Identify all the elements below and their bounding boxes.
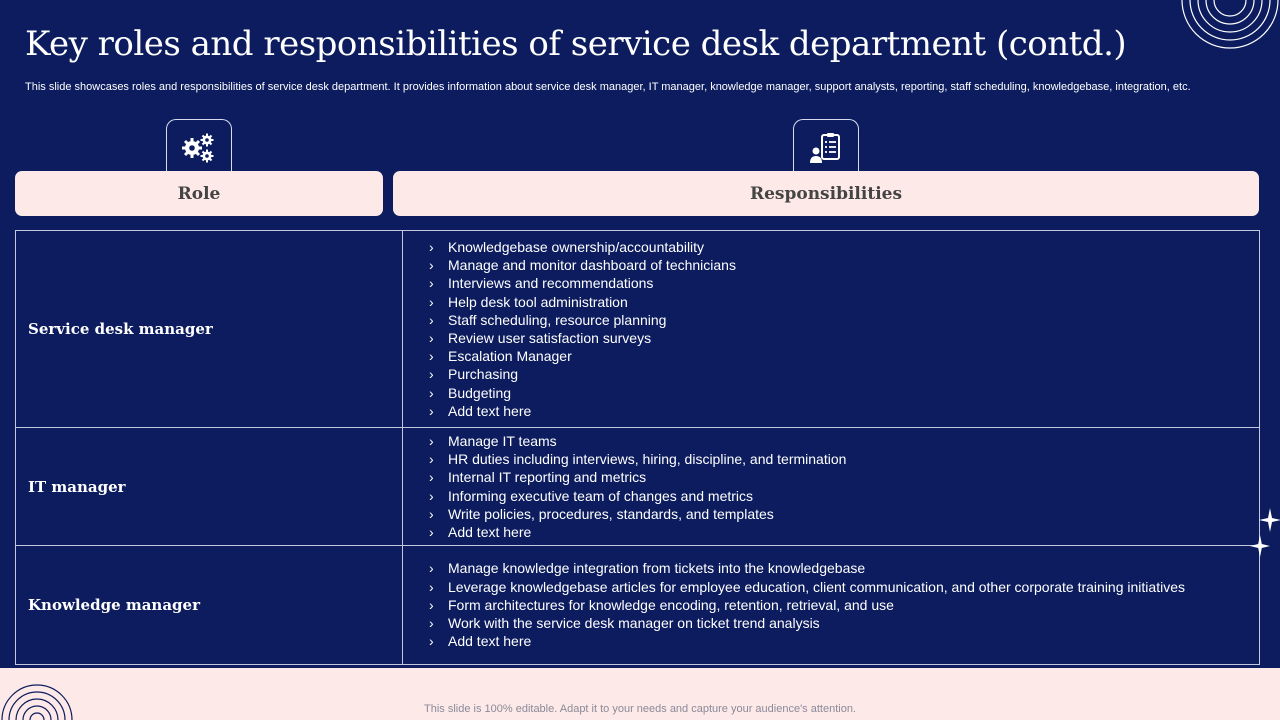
- list-item: [429, 365, 1259, 383]
- table-row: [16, 428, 1260, 546]
- list-item: [429, 450, 1259, 468]
- sparkle-icon: [1259, 508, 1280, 532]
- gears-icon: [166, 119, 232, 175]
- list-item-text: Leverage knowledgebase articles for employee education, client communication, and other corporate training initiatives: [448, 578, 1185, 595]
- list-item: [429, 505, 1259, 523]
- list-item: [429, 468, 1259, 486]
- list-item-text: Manage IT teams: [448, 432, 557, 449]
- chevron-right-icon: ›: [429, 384, 434, 401]
- roles-table: [15, 230, 1260, 665]
- responsibilities-cell: [403, 231, 1260, 428]
- list-item-text: Add text here: [448, 633, 532, 650]
- page-title: Key roles and responsibilities of service desk department (contd.): [25, 24, 1127, 64]
- list-item-text: Budgeting: [448, 384, 512, 401]
- chevron-right-icon: ›: [429, 257, 434, 274]
- chevron-right-icon: ›: [429, 275, 434, 292]
- list-item: [429, 256, 1259, 274]
- footer-text: This slide is 100% editable. Adapt it to your needs and capture your audience's attention.: [424, 703, 856, 715]
- list-item: [429, 238, 1259, 256]
- list-item: [429, 632, 1259, 650]
- list-item: [429, 384, 1259, 402]
- chevron-right-icon: ›: [429, 402, 434, 419]
- list-item-text: Staff scheduling, resource planning: [448, 311, 667, 328]
- chevron-right-icon: ›: [429, 633, 434, 650]
- role-cell: Knowledge manager: [16, 546, 403, 665]
- chevron-right-icon: ›: [429, 596, 434, 613]
- concentric-circles-decoration: [0, 682, 74, 720]
- list-item-text: Help desk tool administration: [448, 293, 628, 310]
- list-item-text: Knowledgebase ownership/accountability: [448, 238, 705, 255]
- concentric-circles-decoration: [1180, 0, 1280, 50]
- list-item: [429, 402, 1259, 420]
- list-item-text: Interviews and recommendations: [448, 275, 654, 292]
- list-item: [429, 523, 1259, 541]
- chevron-right-icon: ›: [429, 615, 434, 632]
- responsibility-list: [429, 432, 1259, 541]
- role-cell: IT manager: [16, 428, 403, 546]
- list-item: [429, 596, 1259, 614]
- chevron-right-icon: ›: [429, 505, 434, 522]
- responsibility-list: [429, 238, 1259, 420]
- list-item-text: Escalation Manager: [448, 348, 572, 365]
- chevron-right-icon: ›: [429, 523, 434, 540]
- role-cell: Service desk manager: [16, 231, 403, 428]
- role-header: Role: [15, 171, 383, 216]
- list-item-text: Internal IT reporting and metrics: [448, 469, 647, 486]
- chevron-right-icon: ›: [429, 432, 434, 449]
- list-item-text: Manage knowledge integration from tickets into the knowledgebase: [448, 560, 866, 577]
- list-item: [429, 311, 1259, 329]
- chevron-right-icon: ›: [429, 469, 434, 486]
- chevron-right-icon: ›: [429, 348, 434, 365]
- list-item-text: HR duties including interviews, hiring, discipline, and termination: [448, 451, 847, 468]
- table-row: [16, 546, 1260, 665]
- page-subtitle: This slide showcases roles and responsibilities of service desk department. It provides information about service desk manager, IT manager, knowledge manager, support analysts, reporting, staff scheduling, knowledgebase, integration, etc.: [25, 81, 1191, 93]
- responsibility-list: [429, 559, 1259, 650]
- list-item-text: Manage and monitor dashboard of technicians: [448, 257, 736, 274]
- list-item-text: Form architectures for knowledge encoding, retention, retrieval, and use: [448, 596, 894, 613]
- footer-band: [0, 668, 1280, 720]
- chevron-right-icon: ›: [429, 487, 434, 504]
- list-item-text: Write policies, procedures, standards, and templates: [448, 505, 774, 522]
- list-item: [429, 347, 1259, 365]
- chevron-right-icon: ›: [429, 560, 434, 577]
- list-item: [429, 559, 1259, 577]
- list-item: [429, 578, 1259, 596]
- table-row: [16, 231, 1260, 428]
- list-item-text: Add text here: [448, 523, 532, 540]
- responsibilities-cell: [403, 428, 1260, 546]
- chevron-right-icon: ›: [429, 578, 434, 595]
- chevron-right-icon: ›: [429, 451, 434, 468]
- list-item-text: Review user satisfaction surveys: [448, 330, 652, 346]
- chevron-right-icon: ›: [429, 293, 434, 310]
- chevron-right-icon: ›: [429, 238, 434, 255]
- list-item: [429, 329, 1259, 347]
- sparkle-icon: [1250, 535, 1270, 557]
- chevron-right-icon: ›: [429, 366, 434, 383]
- chevron-right-icon: ›: [429, 311, 434, 328]
- list-item: [429, 614, 1259, 632]
- responsibilities-header: Responsibilities: [393, 171, 1259, 216]
- chevron-right-icon: ›: [429, 330, 434, 346]
- responsibilities-cell: [403, 546, 1260, 665]
- list-item: [429, 487, 1259, 505]
- list-item-text: Purchasing: [448, 366, 519, 383]
- list-item: [429, 293, 1259, 311]
- list-item-text: Informing executive team of changes and metrics: [448, 487, 754, 504]
- list-item: [429, 274, 1259, 292]
- checklist-person-icon: [793, 119, 859, 175]
- list-item-text: Add text here: [448, 402, 532, 419]
- list-item: [429, 432, 1259, 450]
- list-item-text: Work with the service desk manager on ticket trend analysis: [448, 615, 820, 632]
